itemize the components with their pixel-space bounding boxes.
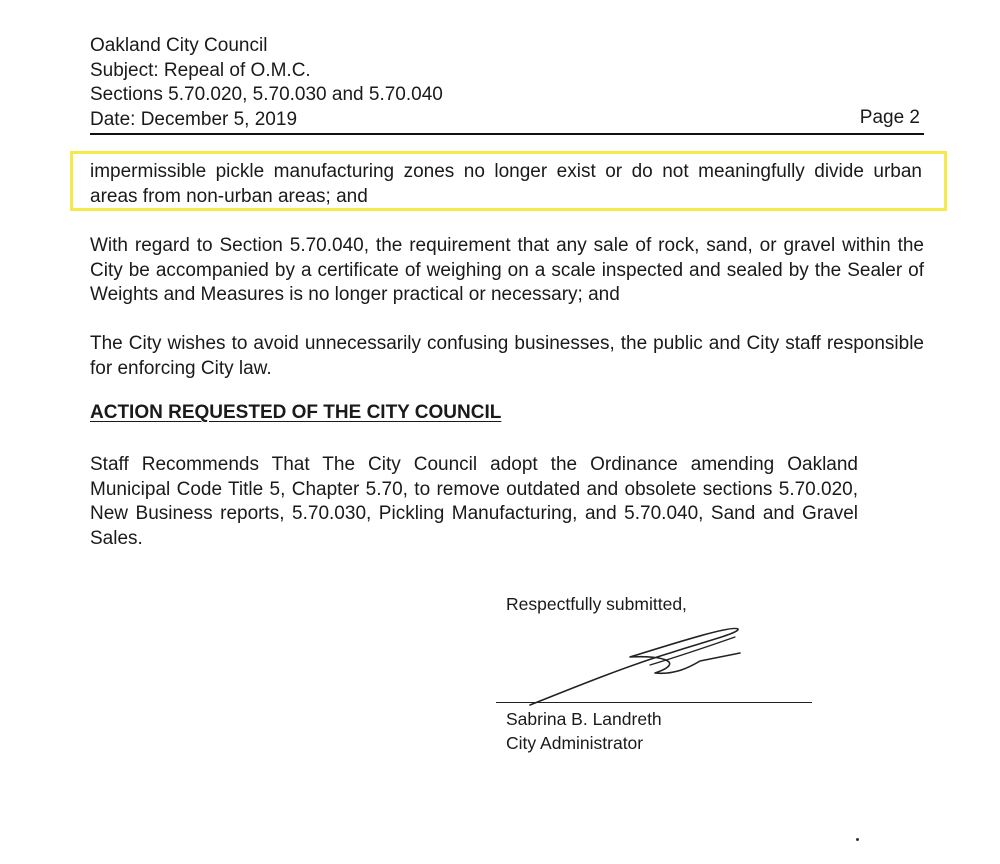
signer-title: City Administrator — [506, 733, 644, 753]
paragraph-pickle-zones: impermissible pickle manufacturing zones no longer exist or do not meaningfully divide urban areas from non-urban areas; and — [90, 161, 922, 207]
page-number: Page 2 — [859, 106, 920, 128]
signer-name: Sabrina B. Landreth — [506, 709, 662, 729]
header-subject: Subject: Repeal of O.M.C. — [90, 59, 311, 81]
closing-text: Respectfully submitted, — [506, 594, 687, 614]
signature-line — [496, 702, 812, 703]
header-recipient: Oakland City Council — [90, 35, 268, 56]
header-divider — [90, 133, 924, 135]
signer-block — [506, 707, 662, 755]
header-date: Date: December 5, 2019 — [90, 108, 298, 130]
memo-header — [90, 34, 924, 132]
scan-speck — [856, 838, 859, 841]
section-heading-action: ACTION REQUESTED OF THE CITY COUNCIL — [90, 402, 502, 423]
paragraph-avoid-confusion: The City wishes to avoid unnecessarily confusing businesses, the public and City staff responsible for enforcing City law. — [90, 333, 924, 379]
handwritten-signature — [500, 625, 760, 710]
header-sections: Sections 5.70.020, 5.70.030 and 5.70.040 — [90, 84, 443, 105]
paragraph-recommendation: Staff Recommends That The City Council adopt the Ordinance amending Oakland Municipal Code Title 5, Chapter 5.70, to remove outdated and obsolete sections 5.70.020, New Business reports, 5.70.030, Pickling Manufacturing, and 5.70.040, Sand and Gravel Sales. — [90, 454, 858, 549]
paragraph-sand-gravel: With regard to Section 5.70.040, the requirement that any sale of rock, sand, or gravel within the City be accompanied by a certificate of weighing on a scale inspected and sealed by the Sealer of Weights and Measures is no longer practical or necessary; and — [90, 235, 924, 305]
